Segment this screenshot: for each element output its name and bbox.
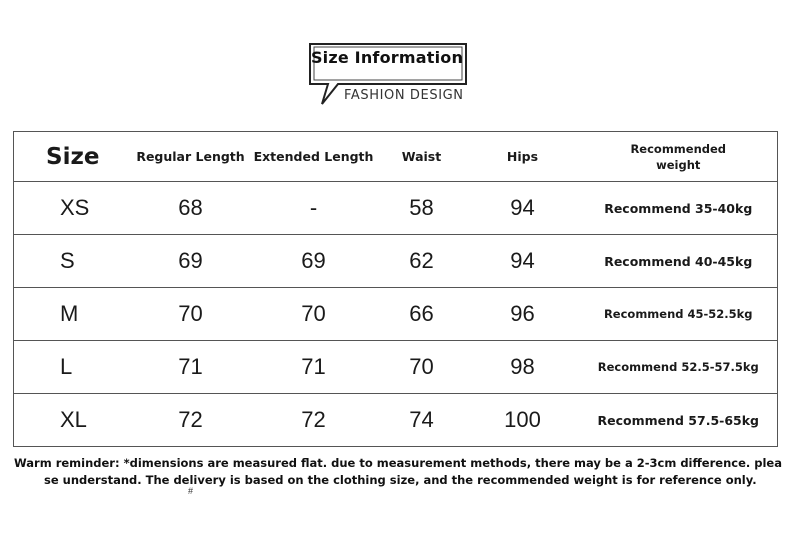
column-header-waist: Waist (378, 132, 466, 182)
note-line-2: se understand. The delivery is based on the clothing size, and the recommended weight is for reference only. (44, 473, 757, 487)
cell-size: S (14, 235, 132, 288)
cell-extended-length: - (250, 182, 378, 235)
table-header-row (14, 132, 778, 182)
cell-hips: 98 (466, 341, 580, 394)
cell-regular-length: 68 (132, 182, 250, 235)
cell-hips: 94 (466, 182, 580, 235)
warm-reminder-note (14, 455, 782, 489)
badge-subtitle: FASHION DESIGN (344, 88, 464, 103)
cell-recommended-weight: Recommend 35-40kg (580, 182, 778, 235)
cell-size: L (14, 341, 132, 394)
cell-regular-length: 69 (132, 235, 250, 288)
cell-regular-length: 70 (132, 288, 250, 341)
column-header-recommended-weight (580, 132, 778, 182)
cell-waist: 58 (378, 182, 466, 235)
table-row (14, 341, 778, 394)
column-header-recommended-line2: weight (656, 157, 701, 172)
table-row (14, 182, 778, 235)
column-header-regular-length: Regular Length (132, 132, 250, 182)
cell-size: XL (14, 394, 132, 447)
table-row (14, 235, 778, 288)
cell-hips: 96 (466, 288, 580, 341)
cell-waist: 70 (378, 341, 466, 394)
cell-recommended-weight: Recommend 52.5-57.5kg (580, 341, 778, 394)
cell-regular-length: 71 (132, 341, 250, 394)
column-header-recommended-line1: Recommended (630, 141, 727, 156)
cell-recommended-weight: Recommend 40-45kg (580, 235, 778, 288)
cell-hips: 100 (466, 394, 580, 447)
cell-extended-length: 69 (250, 235, 378, 288)
size-information-badge (308, 42, 468, 108)
cell-waist: 74 (378, 394, 466, 447)
cell-extended-length: 70 (250, 288, 378, 341)
cell-size: XS (14, 182, 132, 235)
badge-title: Size Information (310, 48, 464, 67)
column-header-hips: Hips (466, 132, 580, 182)
cell-extended-length: 71 (250, 341, 378, 394)
table-row (14, 288, 778, 341)
cell-waist: 66 (378, 288, 466, 341)
column-header-extended-length: Extended Length (250, 132, 378, 182)
cell-regular-length: 72 (132, 394, 250, 447)
cell-hips: 94 (466, 235, 580, 288)
cell-size: M (14, 288, 132, 341)
cell-recommended-weight: Recommend 57.5-65kg (580, 394, 778, 447)
size-table (13, 131, 778, 447)
table-row (14, 394, 778, 447)
note-mark: # (188, 486, 194, 496)
cell-extended-length: 72 (250, 394, 378, 447)
column-header-size: Size (14, 132, 132, 182)
note-line-1: Warm reminder: *dimensions are measured flat. due to measurement methods, there may be a 2-3cm difference. plea (14, 456, 782, 470)
cell-recommended-weight: Recommend 45-52.5kg (580, 288, 778, 341)
cell-waist: 62 (378, 235, 466, 288)
